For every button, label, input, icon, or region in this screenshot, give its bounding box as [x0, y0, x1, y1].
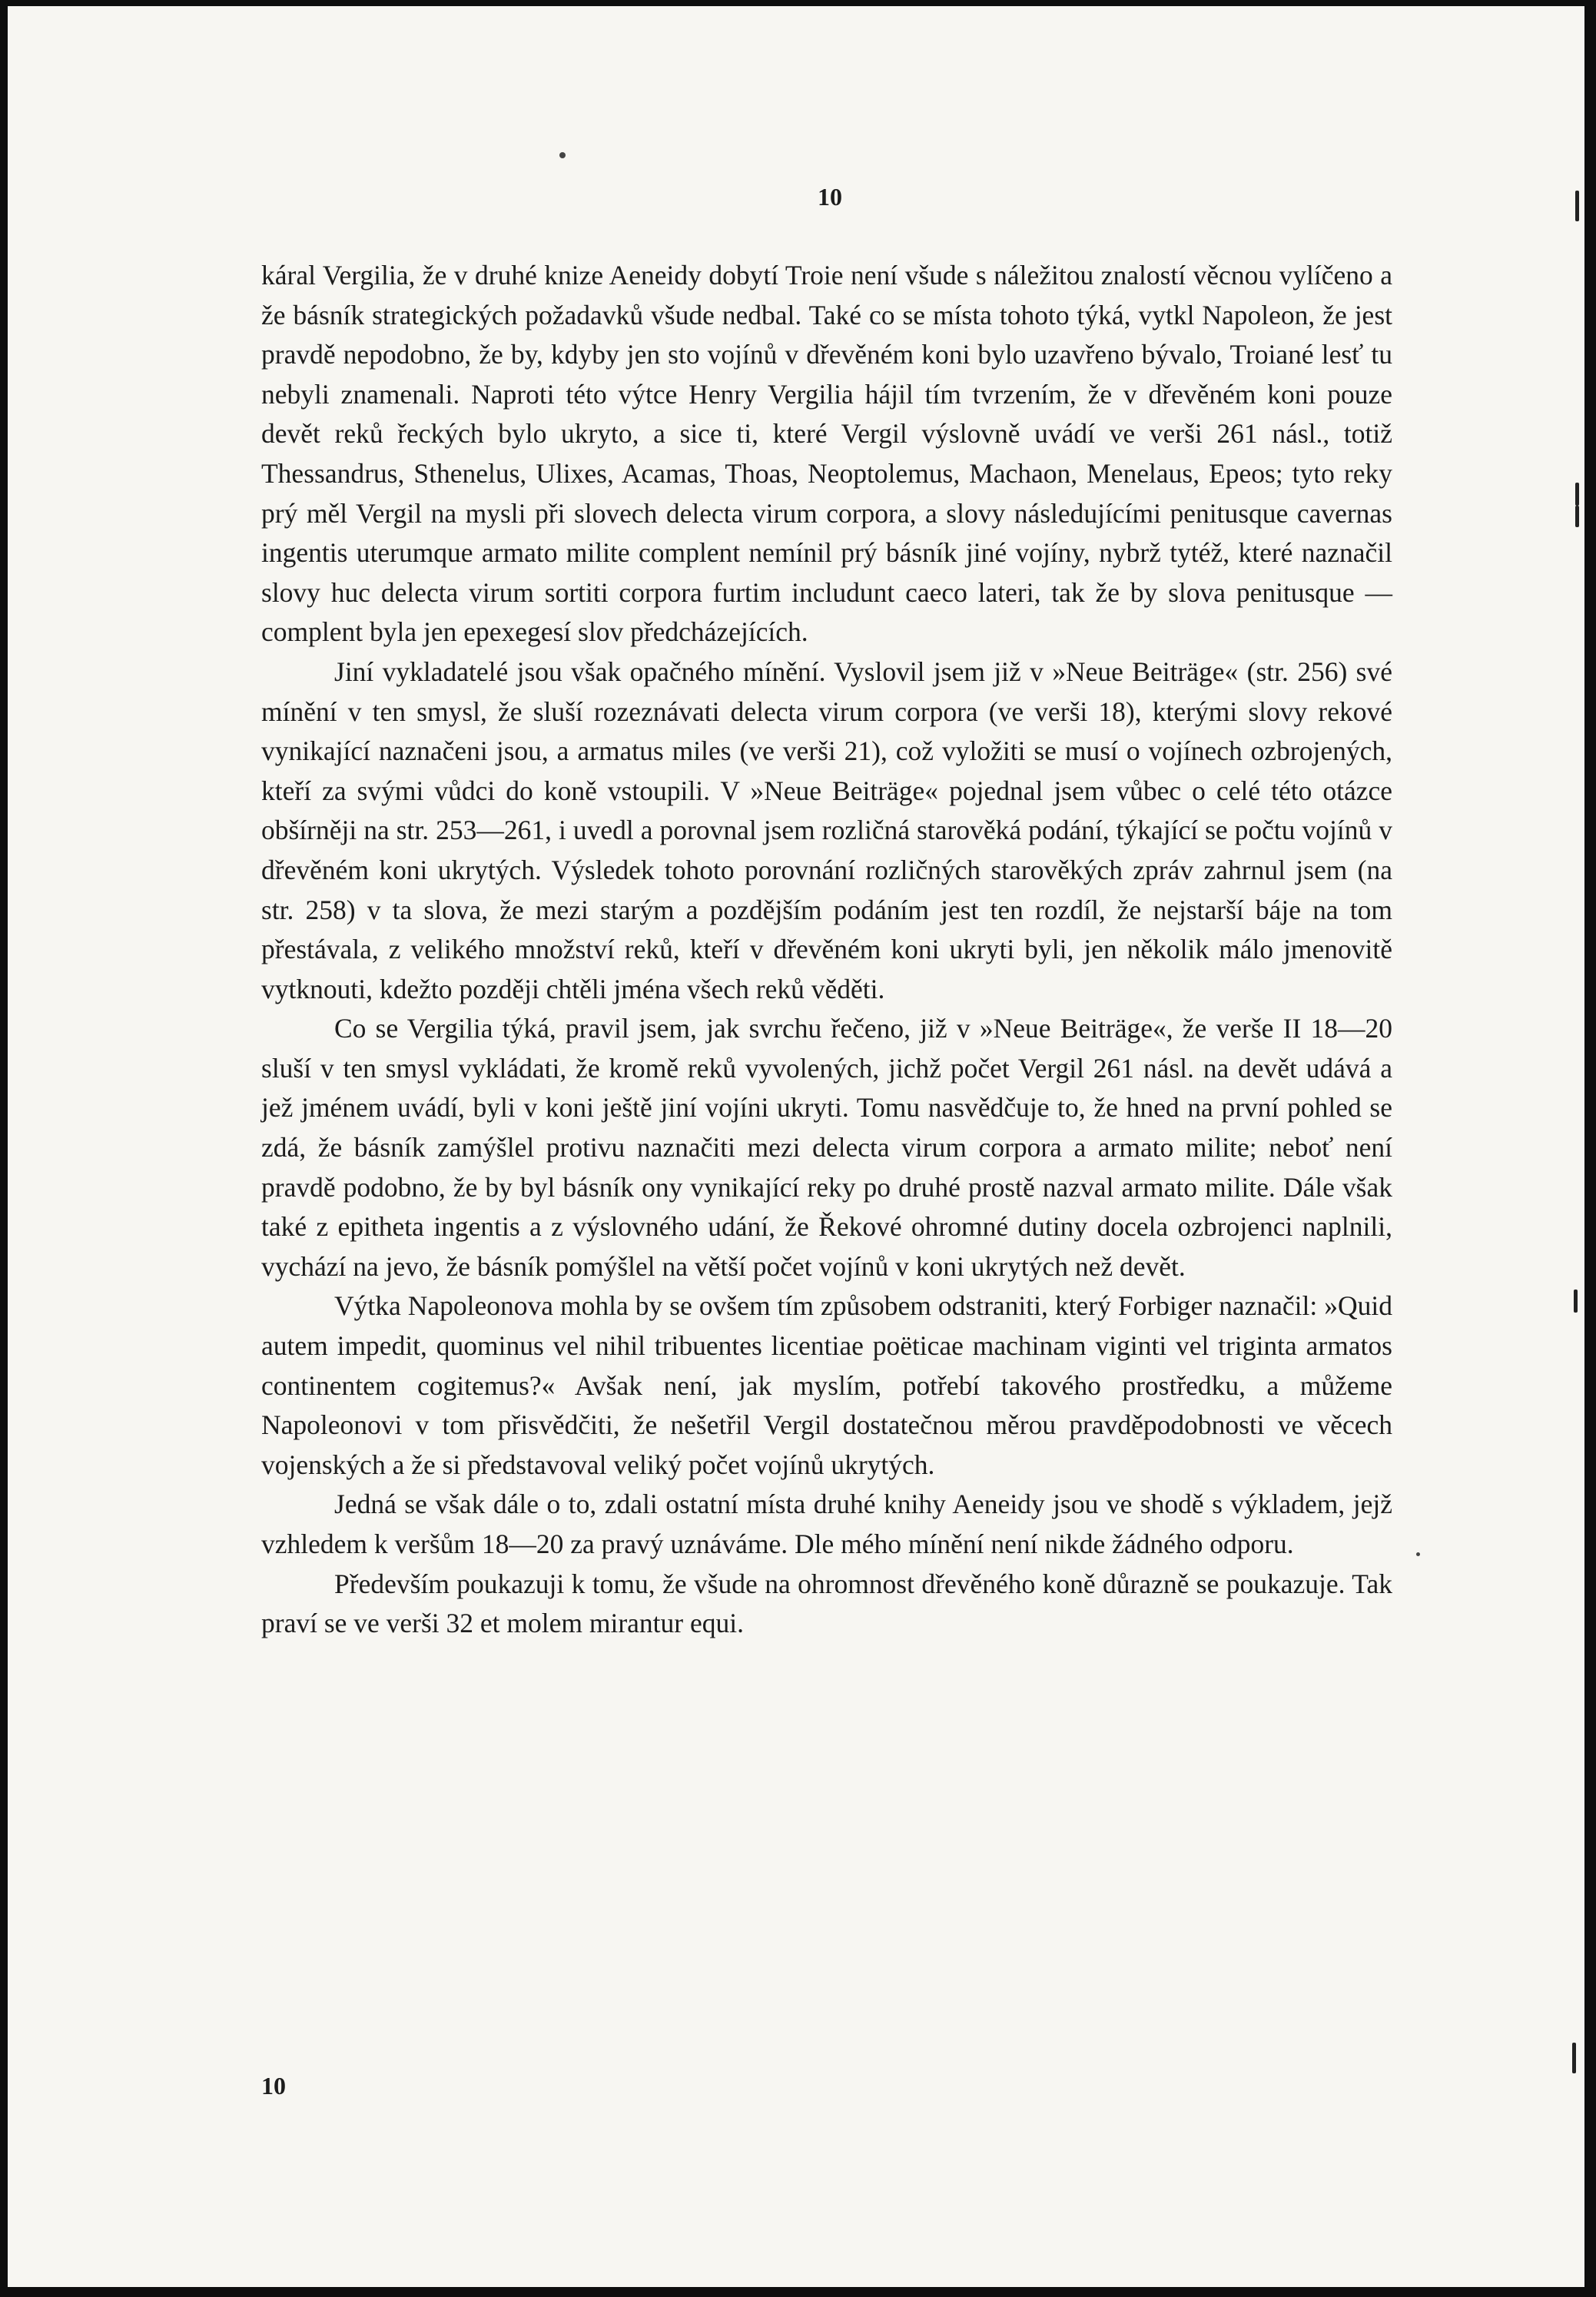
paragraph-4: Výtka Napoleonova mohla by se ovšem tím způsobem odstraniti, který Forbiger naznačil: »Quid autem impedit, quominus vel nihil tribuentes licentiae poëticae machinam viginti vel triginta armatos continentem cogitemus?« Avšak není, jak myslím, potřebí takového prostředku, a můžeme Napoleonovi v tom přisvědčiti, že nešetřil Vergil dostatečnou měrou pravděpodobnosti ve věcech vojenských a že si představoval veliký počet vojínů ukrytých.: [261, 1290, 1392, 1480]
page-number-top: 10: [818, 183, 842, 211]
paragraph-2: Jiní vykladatelé jsou však opačného mínění. Vyslovil jsem již v »Neue Beiträge« (str. 256) své mínění v ten smysl, že sluší rozeznávati delecta virum corpora (ve verši 18), kterými slovy rekové vynikající naznačeni jsou, a armatus miles (ve verši 21), což vyložiti se musí o vojínech ozbrojených, kteří za svými vůdci do koně vstoupili. V »Neue Beiträge« pojednal jsem vůbec o celé této otázce obšírněji na str. 253—261, i uvedl a porovnal jsem rozličná starověká podání, týkající se počtu vojínů v dřevěném koni ukrytých. Výsledek tohoto porovnání rozličných starověkých zpráv zahrnul jsem (na str. 258) v ta slova, že mezi starým a pozdějším podáním jest ten rozdíl, že nejstarší báje na tom přestávala, z velikého množství reků, kteří v dřevěném koni ukryti byli, jen několik málo jmenovitě vytknouti, kdežto později chtěli jména všech reků věděti.: [261, 656, 1392, 1004]
body-text: [261, 256, 1392, 1644]
paragraph-5: Jedná se však dále o to, zdali ostatní místa druhé knihy Aeneidy jsou ve shodě s výkladem, jejž vzhledem k veršům 18—20 za pravý uznáváme. Dle mého mínění není nikde žádného odporu.: [261, 1489, 1392, 1559]
paragraph-1: káral Vergilia, že v druhé knize Aeneidy dobytí Troie není všude s náležitou znalostí věcnou vylíčeno a že básník strategických požadavků všude nedbal. Také co se místa tohoto týká, vytkl Napoleon, že jest pravdě nepodobno, že by, kdyby jen sto vojínů v dřevěném koni bylo uzavřeno bývalo, Troiané lesť tu nebyli znamenali. Naproti této výtce Henry Vergilia hájil tím tvrzením, že v dřevěném koni pouze devět reků řeckých bylo ukryto, a sice ti, které Vergil výslovně uvádí ve verši 261 násl., totiž Thessandrus, Sthenelus, Ulixes, Acamas, Thoas, Neoptolemus, Machaon, Menelaus, Epeos; tyto reky prý měl Vergil na mysli při slovech delecta virum corpora, a slovy následujícími penitusque cavernas ingentis uterumque armato milite complent nemínil prý básník jiné vojíny, nybrž tytéž, které naznačil slovy huc delecta virum sortiti corpora furtim includunt caeco lateri, tak že by slova penitusque — complent byla jen epexegesí slov předcházejících.: [261, 260, 1392, 648]
paragraph-6: Především poukazuji k tomu, že všude na ohromnost dřevěného koně důrazně se poukazuje. Tak praví se ve verši 32 et molem mirantur equi.: [261, 1568, 1392, 1639]
page-number-bottom: 10: [261, 2072, 286, 2099]
scanned-page: [8, 6, 1584, 2287]
margin-mark: [1572, 2043, 1576, 2073]
scan-speck: [1416, 1552, 1420, 1556]
scan-speck: [559, 152, 566, 158]
paragraph-3: Co se Vergilia týká, pravil jsem, jak svrchu řečeno, již v »Neue Beiträge«, že verše II 18—20 sluší v ten smysl vykládati, že kromě reků vyvolených, jichž počet Vergil 261 násl. na devět udává a jež jménem uvádí, byli v koni ještě jiní vojíni ukryti. Tomu nasvědčuje to, že hned na první pohled se zdá, že básník zamýšlel protivu naznačiti mezi delecta virum corpora a armato milite; neboť není pravdě podobno, že by byl básník ony vynikající reky po druhé prostě nazval armato milite. Dále však také z epitheta ingentis a z výslovného udání, že Řekové ohromné dutiny docela ozbrojenci naplnili, vychází na jevo, že básník pomýšlel na větší počet vojínů v koni ukrytých než devět.: [261, 1013, 1392, 1282]
margin-mark: [1574, 1290, 1578, 1313]
margin-mark: [1575, 483, 1579, 506]
margin-mark: [1575, 506, 1579, 527]
margin-mark: [1575, 191, 1579, 221]
